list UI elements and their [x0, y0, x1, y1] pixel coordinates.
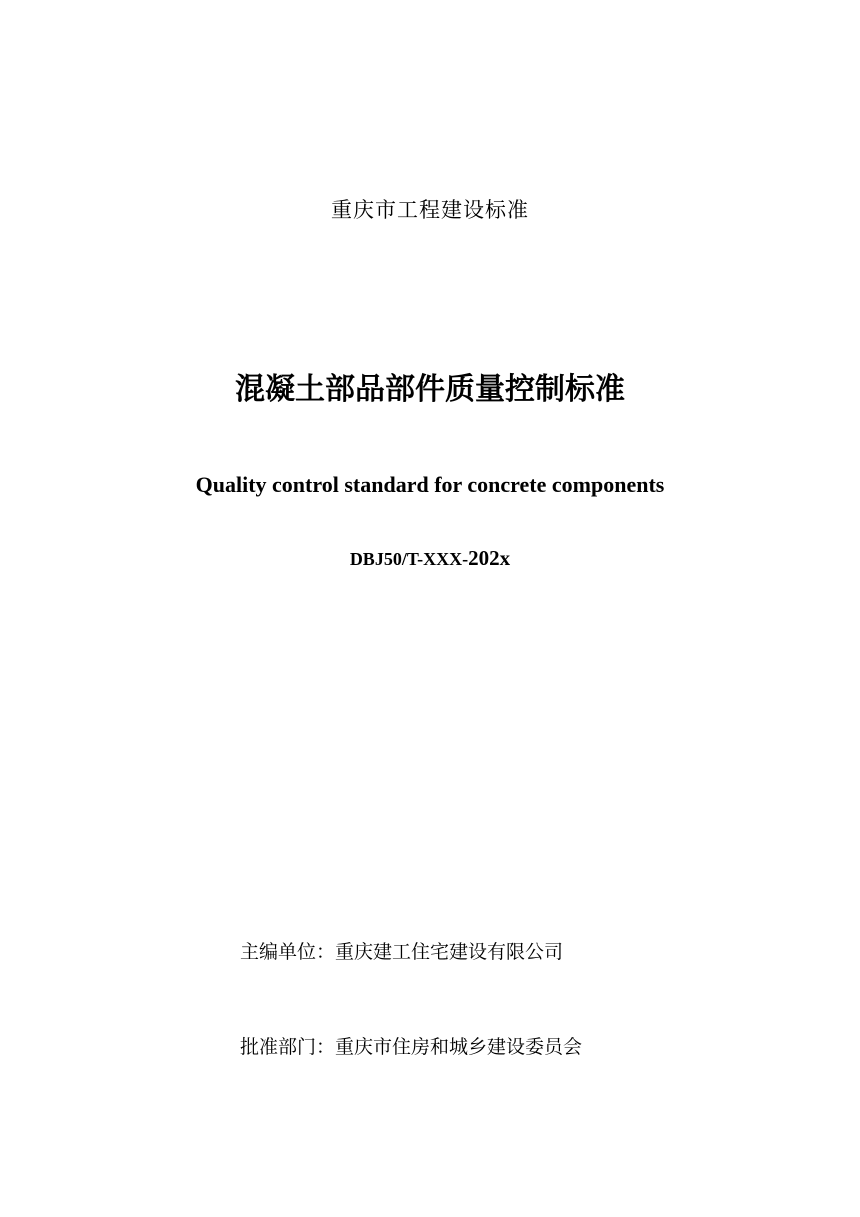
english-title: Quality control standard for concrete components — [195, 472, 665, 497]
approver-label: 批准部门： — [240, 1036, 336, 1058]
editor-value: 重庆建工住宅建设有限公司 — [335, 941, 564, 963]
approver-row — [240, 1032, 582, 1059]
main-title: 混凝土部品部件质量控制标准 — [235, 372, 625, 407]
standard-code — [0, 546, 860, 571]
standard-code-prefix: DBJ50/T-XXX- — [349, 549, 469, 569]
editor-label: 主编单位： — [240, 941, 336, 963]
approver-value: 重庆市住房和城乡建设委员会 — [335, 1036, 583, 1058]
series-title: 重庆市工程建设标准 — [331, 198, 529, 222]
standard-code-year: 202x — [468, 546, 511, 570]
editor-row — [240, 937, 563, 964]
